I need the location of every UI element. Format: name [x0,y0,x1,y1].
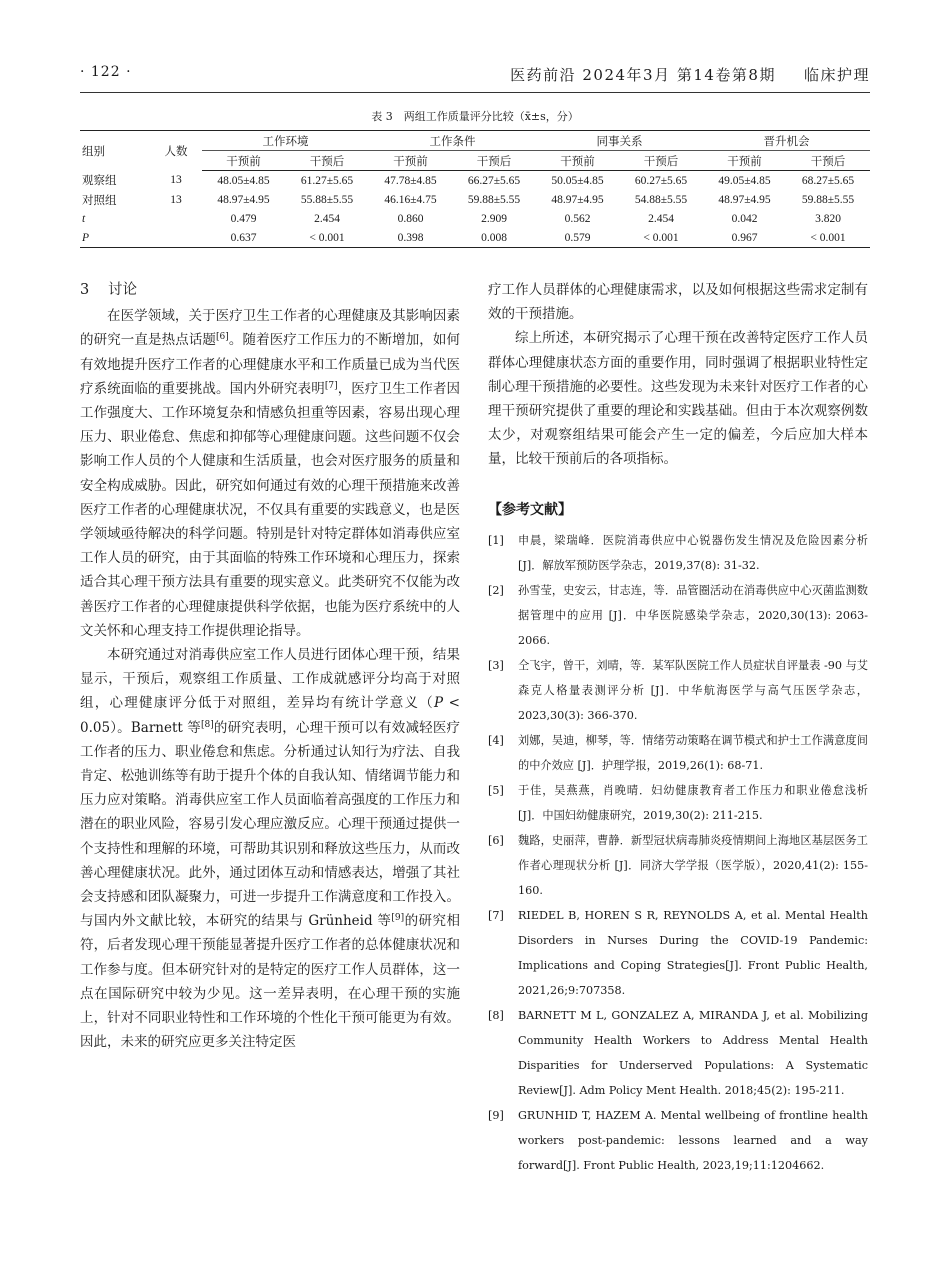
reference-text: 于佳，吴燕燕，肖晚晴．妇幼健康教育者工作压力和职业倦怠浅析 [J]．中国妇幼健康研究，2019,30(2): 211-215. [518,783,868,822]
citation[interactable]: [7] [324,380,338,391]
reference-text: 孙雪莹，史安云，甘志连，等．品管圈活动在消毒供应中心灭菌监测数据管理中的应用 [J]．中华医院感染学杂志，2020,30(13): 2063-2066. [518,583,868,647]
section-title: 讨论 [108,282,137,298]
table-row-observation [80,171,870,191]
reference-text: GRUNHID T, HAZEM A. Mental wellbeing of frontline health workers post-pandemic: lessons learned and a way forward[J]. Front Public Health, 2023,19;11:1204662. [518,1108,868,1172]
subheader-after: 干预后 [786,151,870,171]
header-work-environment: 工作环境 [202,131,369,151]
header-rule [80,92,870,93]
cell: 48.97±4.95 [551,193,604,206]
header-work-conditions: 工作条件 [369,131,536,151]
reference-item [488,1103,868,1178]
cell: 0.860 [397,212,424,225]
cell: < 0.001 [285,228,369,248]
reference-text: RIEDEL B, HOREN S R, REYNOLDS A, et al. Mental Health Disorders in Nurses During the COVID-19 Pandemic: Implications and Coping Strategies[J]. Front Public Health, 2021,26;9:707358. [518,908,868,997]
cell: 47.78±4.85 [384,174,437,187]
cell: 66.27±5.65 [467,174,521,187]
cell: 50.05±4.85 [551,174,604,187]
text: 。随着医疗工作压力的不断增加，如何有效地提升医疗工作者的心理健康水平和工作质量已成为当代医疗系统面临的重要挑战。国内外研究表明 [80,332,461,397]
reference-text: 仝飞宇，曾干，刘晴，等．某军队医院工作人员症状自评量表 -90 与艾森克人格量表测评分析 [J]．中华航海医学与高气压医学杂志，2023,30(3): 366-370. [518,658,868,722]
cell: 0.398 [369,228,452,248]
cell: 0.008 [452,228,536,248]
header-promotion: 晋升机会 [703,131,870,151]
results-table [80,130,870,248]
header-group: 组别 [80,131,150,171]
cell: 2.454 [648,212,674,225]
reference-item [488,578,868,653]
reference-number: [8] [488,1008,504,1022]
row-n: 13 [170,193,182,206]
row-n: 13 [170,174,182,187]
paragraph [80,304,460,643]
reference-number: [9] [488,1108,504,1122]
row-n [150,209,202,228]
reference-text: 申晨，梁瑞峰．医院消毒供应中心锐器伤发生情况及危险因素分析 [J]．解放军预防医学杂志，2019,37(8): 31-32. [518,533,868,572]
cell: 0.579 [536,228,619,248]
reference-number: [6] [488,833,504,847]
reference-number: [3] [488,658,504,672]
cell: 0.637 [202,228,285,248]
section-heading [80,278,460,302]
table-row-t [80,209,870,228]
text: 的研究表明，心理干预可以有效减轻医疗工作者的压力、职业倦怠和焦虑。分析通过认知行为疗法、自我肯定、松弛训练等有助于提升个体的自我认知、情绪调节能力和压力应对策略。消毒供应室工作人员面临着高强度的工作压力和潜在的职业风险，容易引发心理应激反应。心理干预通过提供一个支持性和理解的环境，可帮助其识别和释放这些压力，从而改善心理健康状况。此外，通过团体互动和情感表达，增强了其社会支持感和团队凝聚力，可进一步提升工作满意度和工作投入。与国内外文献比较，本研究的结果与 Grünheid 等 [80,719,460,930]
cell: 68.27±5.65 [801,174,855,187]
row-label: t [82,212,86,225]
reference-item [488,778,868,828]
cell: 2.454 [314,212,340,225]
cell: 48.05±4.85 [217,174,270,187]
reference-list [488,528,868,1178]
cell: 0.479 [230,212,257,225]
section-number: 3 [80,282,90,298]
cell: 60.27±5.65 [634,174,688,187]
paragraph-continued: 疗工作人员群体的心理健康需求，以及如何根据这些需求定制有效的干预措施。 [488,282,868,323]
subheader-before: 干预前 [202,151,285,171]
cell: 55.88±5.55 [300,193,354,206]
cell: 59.88±5.55 [801,193,855,206]
reference-text: BARNETT M L, GONZALEZ A, MIRANDA J, et al. Mobilizing Community Health Workers to Address Mental Health Disparities for Underserved Populations: A Systematic Review[J]. Adm Policy Ment Health. 2018;45(2): 195-211. [518,1008,868,1097]
reference-number: [7] [488,908,504,922]
cell: < 0.001 [786,228,870,248]
text: 本研究通过对消毒供应室工作人员进行团体心理干预，结果显示，干预后，观察组工作质量、工作成就感评分均高于对照组，心理健康评分低于对照组，差异均有统计学意义（ [80,647,460,712]
reference-text: 魏路，史丽萍，曹静．新型冠状病毒肺炎疫情期间上海地区基层医务工作者心理现状分析 [J]．同济大学学报（医学版），2020,41(2): 155-160. [518,833,868,897]
reference-text: 刘娜，吴迪，柳琴，等．情绪劳动策略在调节模式和护士工作满意度间的中介效应 [J]．护理学报，2019,26(1): 68-71. [518,733,868,772]
text: 在医学领域，关于医疗卫生工作者的心理健康及其影响因素的研究一直是热点话题 [80,308,460,349]
row-n [150,228,202,248]
cell: 46.16±4.75 [384,193,437,206]
reference-item [488,528,868,578]
citation[interactable]: [6] [216,332,229,343]
reference-item [488,828,868,903]
cell: 3.820 [815,212,841,225]
cell: 0.967 [703,228,786,248]
cell: 59.88±5.55 [467,193,521,206]
subheader-before: 干预前 [703,151,786,171]
citation[interactable]: [9] [391,913,405,924]
cell: 0.042 [731,212,758,225]
page-number: · 122 · [80,64,132,80]
cell: 54.88±5.55 [634,193,688,206]
subheader-after: 干预后 [619,151,703,171]
table-row-p [80,228,870,248]
journal-title: 医药前沿 2024年3月 第14卷第8期 [510,66,776,84]
text: < 0.05）。Barnett 等 [80,695,460,736]
cell: 49.05±4.85 [718,174,771,187]
subheader-before: 干预前 [369,151,452,171]
left-column [80,278,460,1055]
section-name: 临床护理 [803,66,870,84]
reference-number: [1] [488,533,504,547]
text: 的研究相符，后者发现心理干预能显著提升医疗工作者的总体健康状况和工作参与度。但本研究针对的是特定的医疗工作人员群体，这一点在国际研究中较为少见。这一差异表明，在心理干预的实施上，针对不同职业特性和工作环境的个性化干预可能更为有效。因此，未来的研究应更多关注特定医 [80,913,461,1051]
cell: < 0.001 [619,228,703,248]
reference-item [488,653,868,728]
reference-item [488,1003,868,1103]
cell: 61.27±5.65 [300,174,354,187]
header-n: 人数 [150,131,202,171]
paragraph [80,643,460,1054]
subheader-before: 干预前 [536,151,619,171]
reference-item [488,903,868,1003]
right-column [488,278,868,1178]
subheader-after: 干预后 [452,151,536,171]
cell: 48.97±4.95 [217,193,270,206]
reference-number: [2] [488,583,504,597]
table-row-control [80,190,870,209]
row-label: 对照组 [82,194,117,207]
subheader-after: 干预后 [285,151,369,171]
cell: 0.562 [564,212,591,225]
header-colleague-relations: 同事关系 [536,131,703,151]
text: ，医疗卫生工作者因工作强度大、工作环境复杂和情感负担重等因素，容易出现心理压力、职业倦怠、焦虑和抑郁等心理健康问题。这些问题不仅会影响工作人员的个人健康和生活质量，也会对医疗服务的质量和安全构成威胁。因此，研究如何通过有效的心理干预措施来改善医疗工作者的心理健康状况，不仅具有重要的实践意义，也是医学领域亟待解决的科学问题。特别是针对特定群体如消毒供应室工作人员的研究，由于其面临的特殊工作环境和心理压力，探索适合其心理干预方法具有重要的现实意义。此类研究不仅能为改善医疗工作者的心理健康提供科学依据，也能为医疗系统中的人文关怀和心理支持工作提供理论指导。 [80,380,461,639]
journal-info [510,64,870,85]
references-title: 【参考文献】 [488,501,572,518]
cell: 2.909 [481,212,507,225]
page-header [80,64,870,90]
p-symbol: P [434,695,444,712]
reference-item [488,728,868,778]
paragraph: 综上所述，本研究揭示了心理干预在改善特定医疗工作人员群体心理健康状态方面的重要作用，同时强调了根据职业特性定制心理干预措施的必要性。这些发现为未来针对医疗工作者的心理干预研究提供了重要的理论和实践基础。但由于本次观察例数太少，对观察组结果可能会产生一定的偏差，今后应加大样本量，比较干预前后的各项指标。 [488,330,868,468]
reference-number: [4] [488,733,504,747]
row-label: P [80,228,150,248]
table-caption: 表 3 两组工作质量评分比较（x̄±s，分） [371,110,579,123]
reference-number: [5] [488,783,504,797]
row-label: 观察组 [82,175,117,188]
citation[interactable]: [8] [200,719,214,730]
cell: 48.97±4.95 [718,193,771,206]
